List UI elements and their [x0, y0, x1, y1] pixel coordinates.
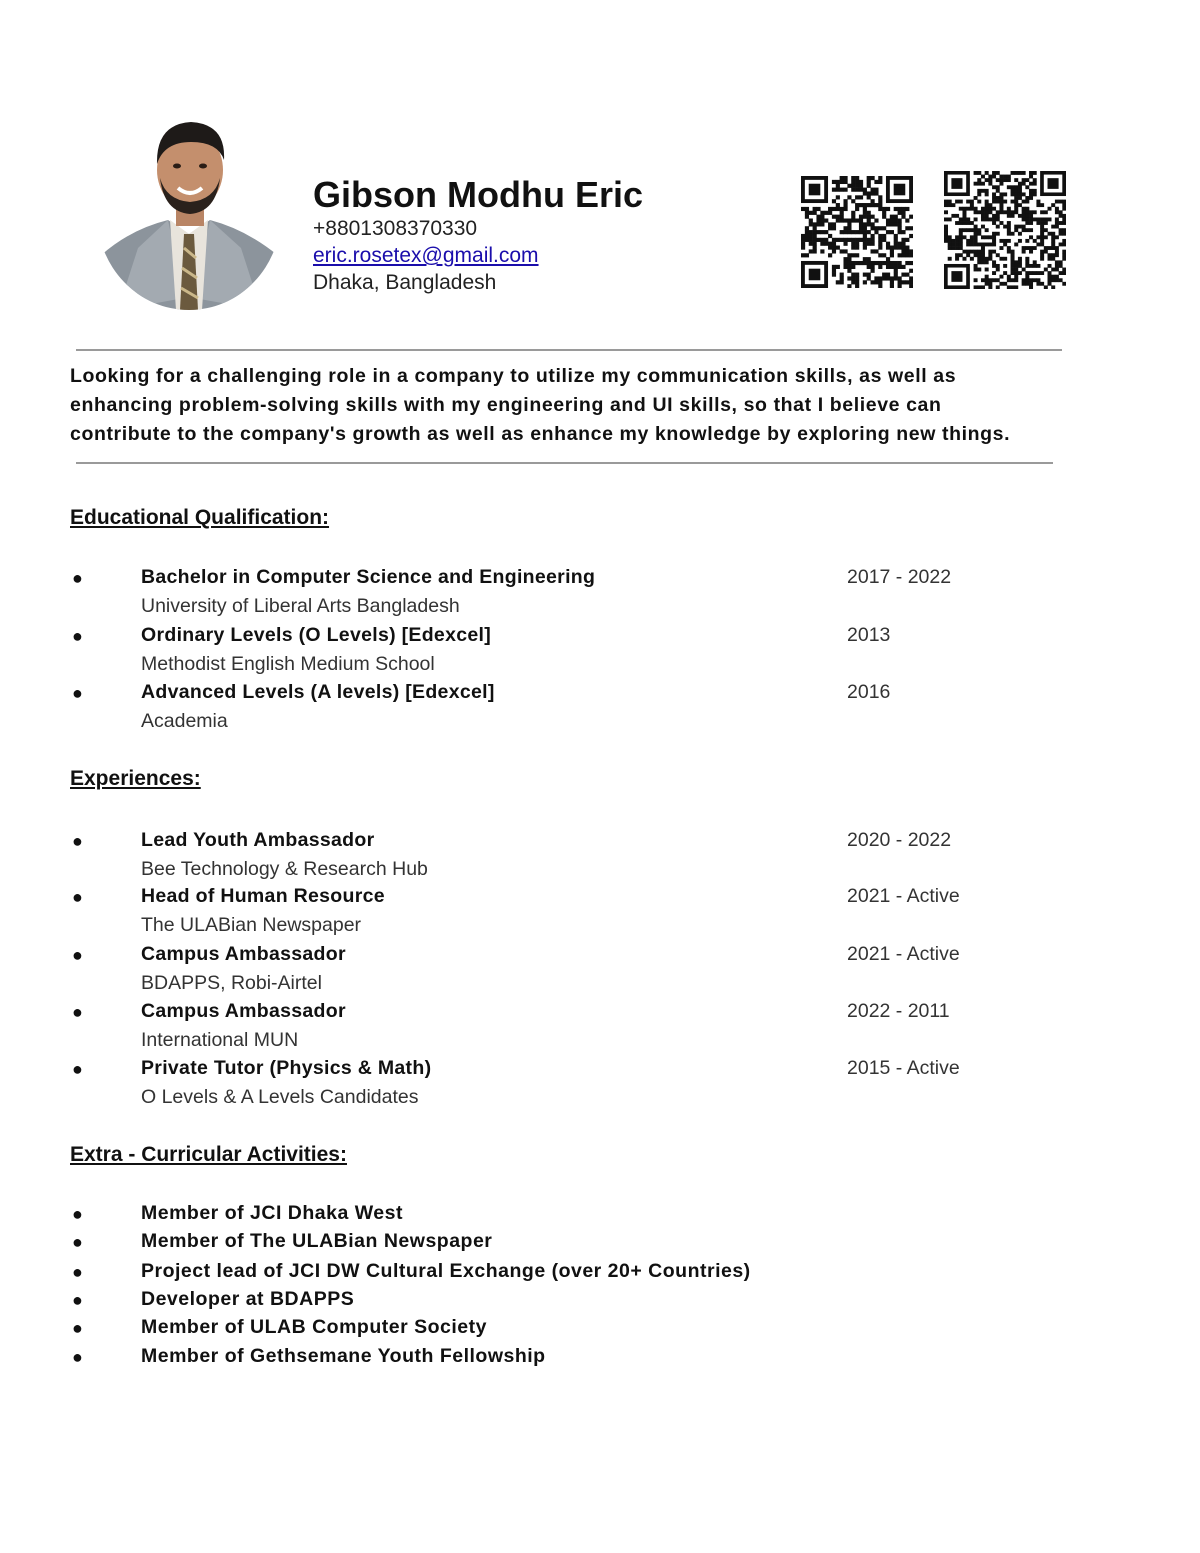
objective-line: contribute to the company's growth as well as enhance my knowledge by exploring new things.: [70, 423, 1011, 445]
activity-label: Member of ULAB Computer Society: [141, 1316, 487, 1338]
role-title: Campus Ambassador: [141, 943, 346, 965]
education-item: [70, 566, 1130, 622]
activity-label: Member of JCI Dhaka West: [141, 1202, 403, 1224]
qr-code-icon: [944, 171, 1066, 289]
degree-title: Bachelor in Computer Science and Engineering: [141, 566, 596, 588]
objective-line: enhancing problem-solving skills with my engineering and UI skills, so that I believe can: [70, 394, 942, 416]
email-link[interactable]: eric.rosetex@gmail.com: [313, 244, 539, 267]
date-range: 2021 - Active: [847, 943, 960, 965]
experience-heading: Experiences:: [70, 767, 201, 790]
date-range: 2021 - Active: [847, 885, 960, 907]
location: Dhaka, Bangladesh: [313, 271, 497, 294]
bullet-icon: ●: [72, 945, 83, 965]
date-range: 2022 - 2011: [847, 1000, 950, 1022]
role-title: Private Tutor (Physics & Math): [141, 1057, 432, 1079]
bullet-icon: ●: [72, 683, 83, 703]
activity-label: Developer at BDAPPS: [141, 1288, 355, 1310]
phone-number: +8801308370330: [313, 217, 478, 240]
date-range: 2013: [847, 624, 891, 646]
profile-photo: [98, 108, 281, 310]
education-heading: Educational Qualification:: [70, 506, 330, 529]
bullet-icon: ●: [72, 1262, 83, 1282]
activity-label: Project lead of JCI DW Cultural Exchange (over 20+ Countries): [141, 1260, 751, 1282]
bullet-icon: ●: [72, 568, 83, 588]
institution: Academia: [141, 710, 228, 732]
experience-item: [70, 1057, 1130, 1113]
date-range: 2016: [847, 681, 891, 703]
institution: University of Liberal Arts Bangladesh: [141, 595, 460, 617]
bullet-icon: ●: [72, 1347, 83, 1367]
extracurricular-heading: Extra - Curricular Activities:: [70, 1143, 347, 1166]
date-range: 2015 - Active: [847, 1057, 960, 1079]
bullet-icon: ●: [72, 1290, 83, 1310]
bullet-icon: ●: [72, 887, 83, 907]
role-title: Campus Ambassador: [141, 1000, 346, 1022]
date-range: 2020 - 2022: [847, 829, 952, 851]
bullet-icon: ●: [72, 1318, 83, 1338]
bullet-icon: ●: [72, 831, 83, 851]
experience-item: [70, 829, 1130, 885]
education-item: [70, 624, 1130, 680]
experience-item: [70, 1000, 1130, 1056]
date-range: 2017 - 2022: [847, 566, 952, 588]
organization: International MUN: [141, 1029, 299, 1051]
bullet-icon: ●: [72, 1059, 83, 1079]
organization: The ULABian Newspaper: [141, 914, 362, 936]
career-objective: [70, 362, 1070, 449]
degree-title: Ordinary Levels (O Levels) [Edexcel]: [141, 624, 492, 646]
bullet-icon: ●: [72, 1232, 83, 1252]
institution: Methodist English Medium School: [141, 653, 435, 675]
activity-label: Member of Gethsemane Youth Fellowship: [141, 1345, 546, 1367]
objective-line: Looking for a challenging role in a company to utilize my communication skills, as well as: [70, 365, 957, 387]
organization: O Levels & A Levels Candidates: [141, 1086, 419, 1108]
bullet-icon: ●: [72, 626, 83, 646]
qr-code-icon: [801, 176, 913, 288]
role-title: Lead Youth Ambassador: [141, 829, 375, 851]
bullet-icon: ●: [72, 1204, 83, 1224]
degree-title: Advanced Levels (A levels) [Edexcel]: [141, 681, 495, 703]
divider: [76, 462, 1053, 464]
bullet-icon: ●: [72, 1002, 83, 1022]
divider: [76, 349, 1062, 351]
education-item: [70, 681, 1130, 737]
experience-item: [70, 943, 1130, 999]
organization: Bee Technology & Research Hub: [141, 858, 428, 880]
role-title: Head of Human Resource: [141, 885, 385, 907]
organization: BDAPPS, Robi-Airtel: [141, 972, 322, 994]
experience-item: [70, 885, 1130, 941]
activity-label: Member of The ULABian Newspaper: [141, 1230, 493, 1252]
candidate-name: Gibson Modhu Eric: [313, 174, 643, 215]
